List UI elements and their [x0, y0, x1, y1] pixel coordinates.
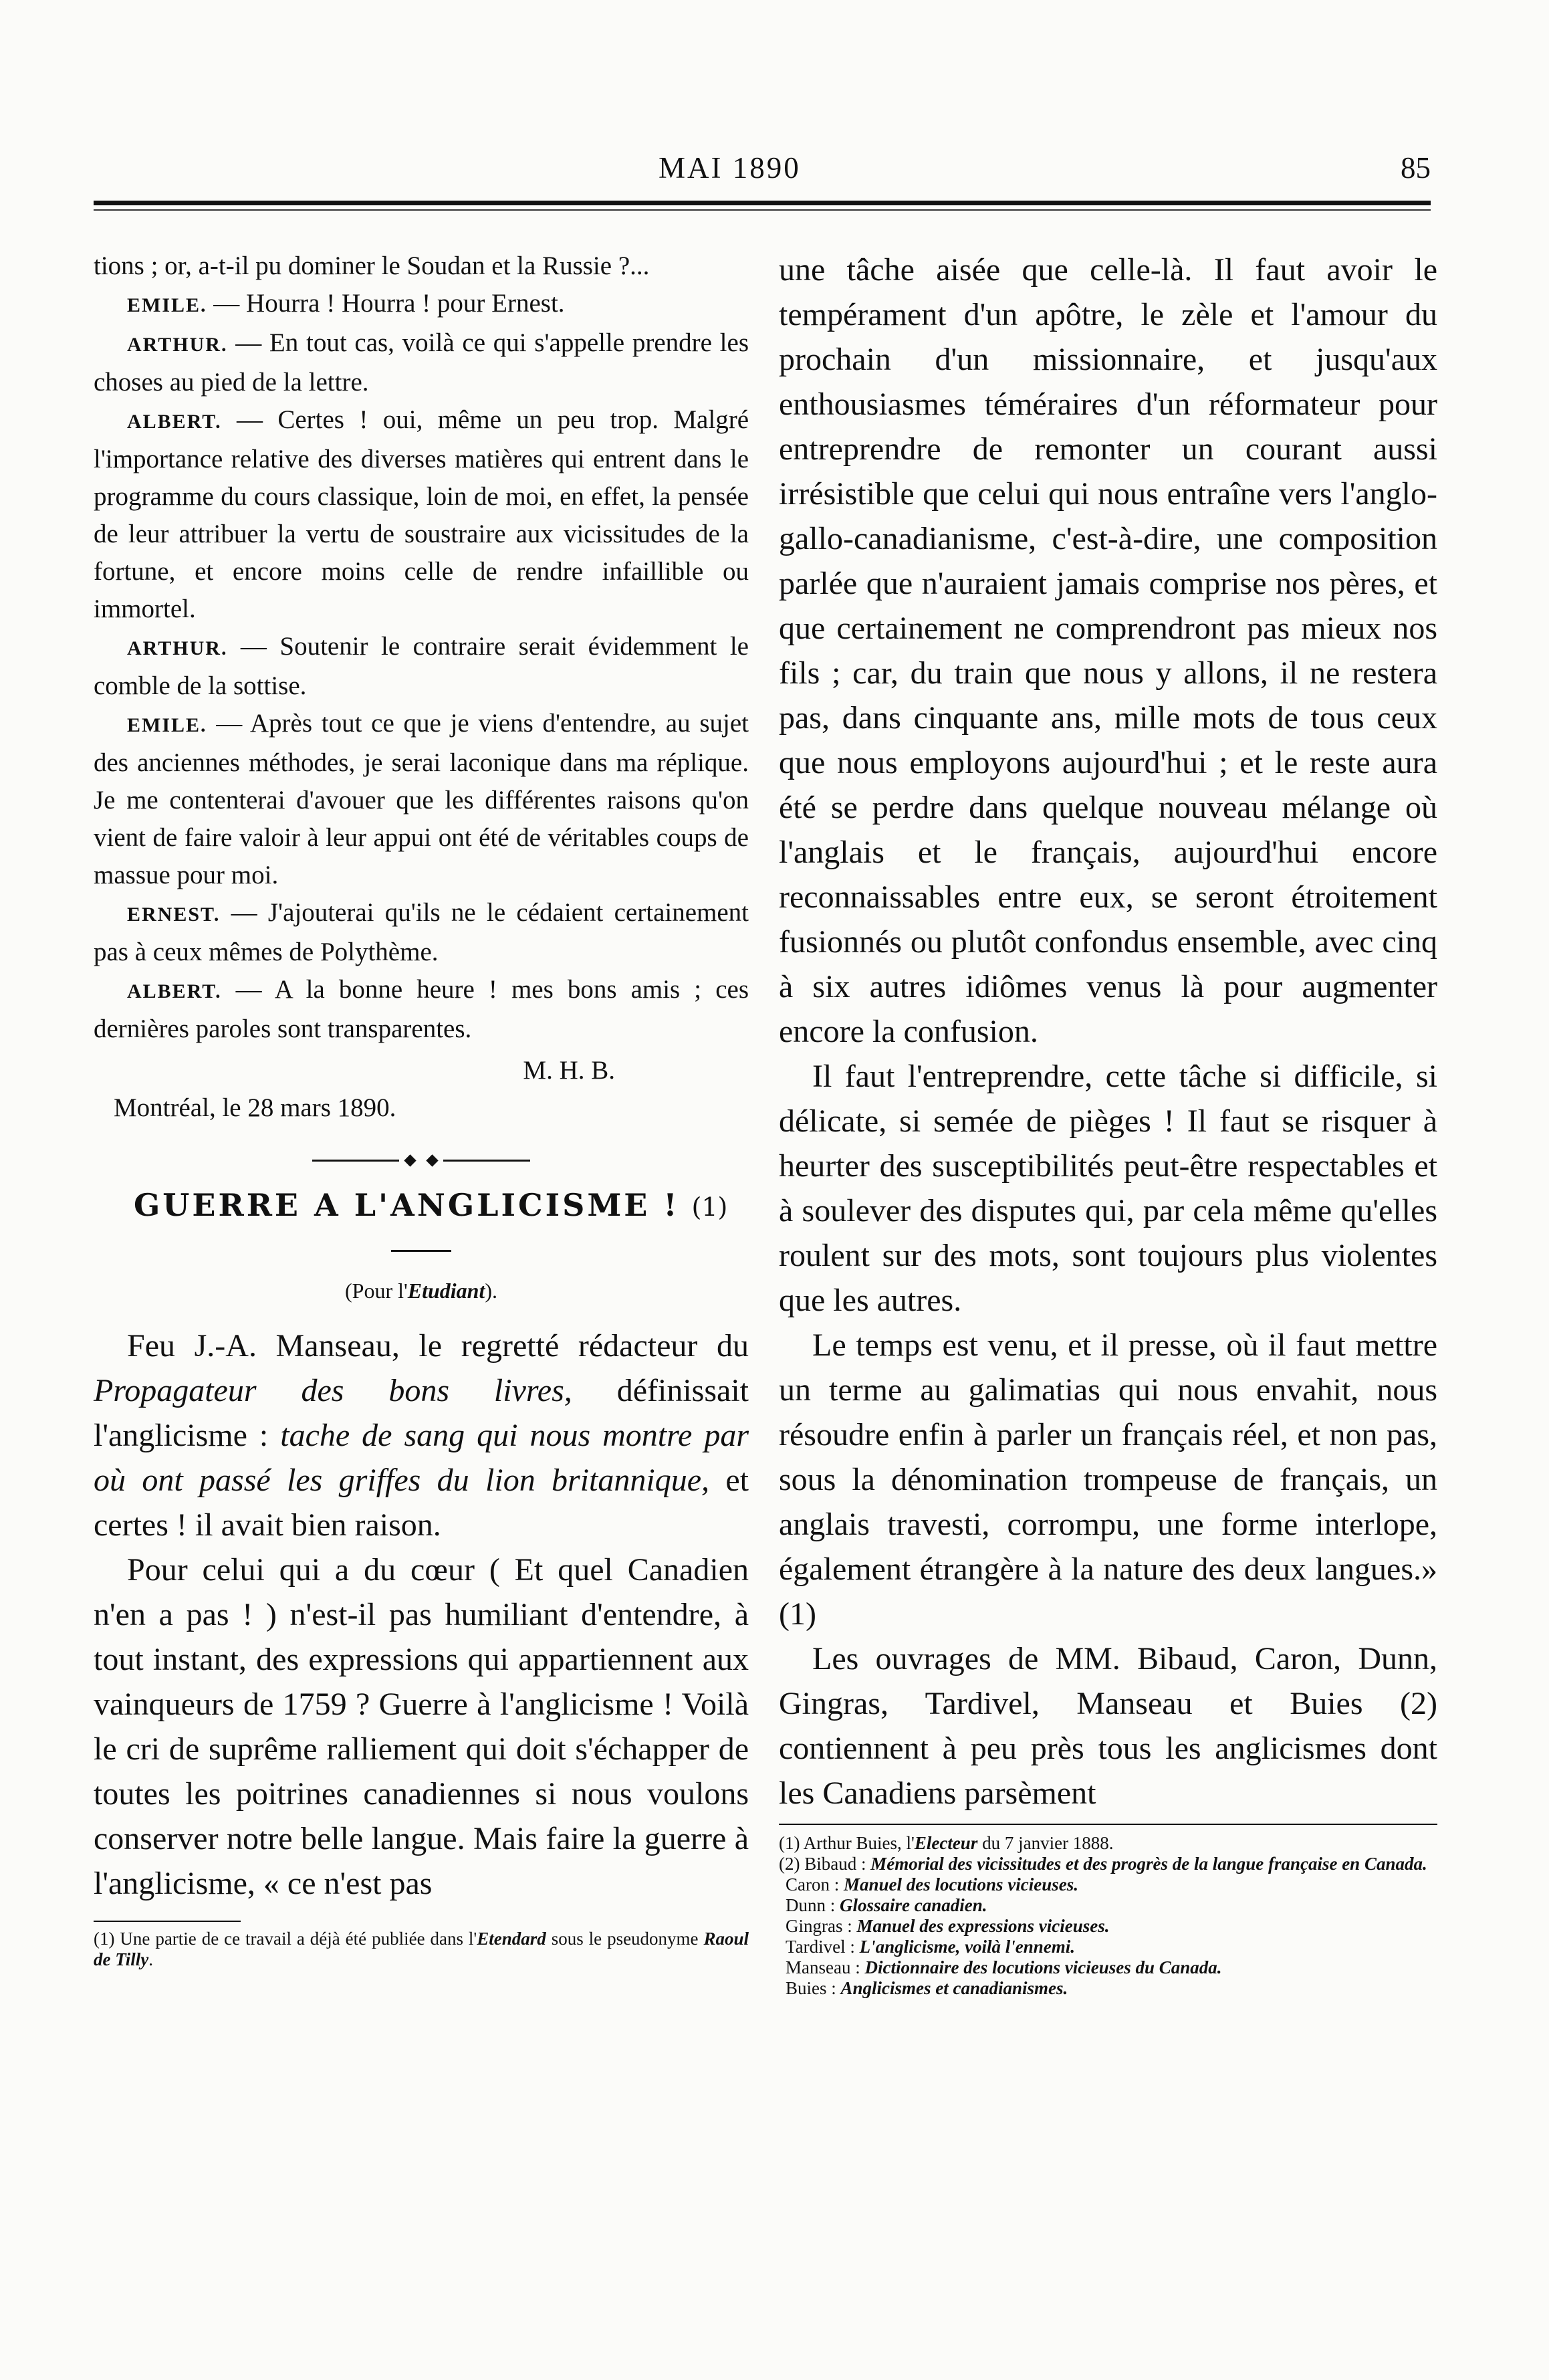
- dialogue-line: [94, 894, 749, 971]
- footnote-line: [779, 1916, 1437, 1937]
- paragraph: Le temps est venu, et il presse, où il faut mettre un terme au galimatias qui nous envahit, nous résoudre enfin à parler un français réel, et non pas, sous la dénomination trompeuse de français, un anglais travesti, corrompu, une forme interlope, également étrangère à la nature des deux langues.» (1): [779, 1327, 1437, 1632]
- section-ornament: [94, 1154, 749, 1167]
- text: Dunn :: [786, 1895, 840, 1915]
- footnote: [779, 1854, 1437, 1874]
- ornament-diamond: [404, 1154, 416, 1166]
- footnote-line: [779, 1874, 1437, 1895]
- italic-text: Dictionnaire des locutions vicieuses du Canada.: [864, 1957, 1222, 1977]
- byline-journal: Etudiant: [407, 1279, 485, 1303]
- dialogue-line: [94, 971, 749, 1048]
- dialogue-line: [94, 628, 749, 705]
- dateline: Montréal, le 28 mars 1890.: [114, 1093, 396, 1122]
- ornament-line: [443, 1160, 530, 1162]
- paragraph: [94, 1323, 749, 1547]
- signature: M. H. B.: [523, 1056, 615, 1085]
- text: .: [148, 1949, 153, 1969]
- speaker: ALBERT.: [127, 980, 222, 1002]
- dialogue-line: [94, 401, 749, 628]
- byline-text: (Pour l': [344, 1279, 408, 1303]
- dialogue-text: — J'ajouterai qu'ils ne le cédaient certainement pas à ceux mêmes de Polythème.: [94, 898, 749, 966]
- text: Manseau :: [786, 1957, 865, 1977]
- running-header: [0, 150, 1549, 191]
- right-column: [779, 247, 1437, 1999]
- text: sous le pseudonyme: [546, 1929, 704, 1949]
- paragraph: Il faut l'entreprendre, cette tâche si difficile, si délicate, si semée de pièges ! Il faut se risquer à heurter des susceptibilités peut-être respectables et à soulever des disputes qui, par cela même qu'elles roulent sur des mots, sont toujours plus violentes que les autres.: [779, 1059, 1437, 1318]
- left-column: [94, 247, 749, 1970]
- heading-text: GUERRE A L'ANGLICISME !: [134, 1187, 680, 1223]
- short-rule: [391, 1250, 451, 1252]
- dialogue-text: — A la bonne heure ! mes bons amis ; ces dernières paroles sont transparentes.: [94, 975, 749, 1043]
- speaker: ERNEST.: [127, 903, 221, 926]
- article-heading: [134, 1187, 749, 1223]
- paragraph: une tâche aisée que celle-là. Il faut avoir le tempérament d'un apôtre, le zèle et l'amour du prochain d'un missionnaire, et jusqu'aux enthousiasmes téméraires d'un réformateur pour entreprendre de remonter un courant aussi irrésistible que celui qui nous entraîne vers l'anglo-gallo-canadianisme, c'est-à-dire, une composition parlée que n'auraient jamais comprise nos pères, et que certainement ne comprendront pas mieux nos fils ; car, du train que nous y allons, il ne restera pas, dans cinquante ans, mille mots de tous ceux que nous employons aujourd'hui ; et le reste aura été se perdre dans quelque nouveau mélange où l'anglais et le français, aujourd'hui encore reconnaissables entre eux, se seront étroitement fusionnés ou plutôt confondus ensemble, avec cinq à six autres idiômes venus là pour augmenter encore la confusion.: [779, 252, 1437, 1049]
- paragraph: Pour celui qui a du cœur ( Et quel Canadien n'en a pas ! ) n'est-il pas humiliant d'entendre, à tout instant, des expressions qui appartiennent aux vainqueurs de 1759 ? Guerre à l'anglicisme ! Voilà le cri de suprême ralliement qui doit s'échapper de toutes les poitrines canadiennes si nous voulons conserver notre belle langue. Mais faire la guerre à l'anglicisme, « ce n'est pas: [94, 1552, 749, 1901]
- footnote-line: [779, 1978, 1437, 1999]
- italic-text: Electeur: [914, 1833, 978, 1853]
- footnote-line: [779, 1957, 1437, 1978]
- italic-text: L'anglicisme, voilà l'ennemi.: [859, 1937, 1076, 1957]
- paragraph: Les ouvrages de MM. Bibaud, Caron, Dunn, Gingras, Tardivel, Manseau et Buies (2) contiennent à peu près tous les anglicismes dont les Canadiens parsèment: [779, 1641, 1437, 1811]
- paragraph: tions ; or, a-t-il pu dominer le Soudan et la Russie ?...: [94, 251, 650, 280]
- dialogue-text: — Hourra ! Hourra ! pour Ernest.: [207, 289, 565, 318]
- text: Tardivel :: [786, 1937, 860, 1957]
- italic-text: Raoul de Tilly: [94, 1929, 749, 1969]
- text: Caron :: [786, 1874, 844, 1895]
- text: (1) Arthur Buies, l': [779, 1833, 915, 1853]
- speaker: EMILE.: [127, 294, 207, 316]
- header-rule: [94, 201, 1431, 205]
- speaker: ALBERT.: [127, 411, 222, 433]
- heading-footnote-ref: (1): [691, 1192, 728, 1222]
- italic-text: Anglicismes et canadianismes.: [840, 1978, 1068, 1998]
- italic-text: Manuel des expressions vicieuses.: [856, 1916, 1110, 1936]
- text: (1) Une partie de ce travail a déjà été publiée dans l': [94, 1929, 477, 1949]
- italic-quote: tache de sang qui nous montre par où ont passé les griffes du lion britannique,: [94, 1418, 749, 1498]
- byline-text: ).: [485, 1279, 498, 1303]
- dialogue-text: — Après tout ce que je viens d'entendre, au sujet des anciennes méthodes, je serai laconique dans ma réplique. Je me contenterai d'avouer que les différentes raisons qu'on vient de faire valoir à leur appui ont été de véritables coups de massue pour moi.: [94, 709, 749, 889]
- text: Gingras :: [786, 1916, 857, 1936]
- speaker: ARTHUR.: [127, 637, 228, 659]
- italic-text: Manuel des locutions vicieuses.: [844, 1874, 1079, 1895]
- italic-text: Etendard: [477, 1929, 546, 1949]
- ornament-line: [312, 1160, 399, 1162]
- footnote-line: [779, 1895, 1437, 1916]
- text: Feu J.-A. Manseau, le regretté rédacteur du: [127, 1328, 749, 1364]
- italic-text: Glossaire canadien.: [840, 1895, 987, 1915]
- ornament-diamond: [426, 1154, 438, 1166]
- text: (2) Bibaud :: [779, 1854, 871, 1874]
- byline: [94, 1279, 749, 1303]
- speaker: EMILE.: [127, 714, 207, 736]
- text: Buies :: [786, 1978, 841, 1998]
- header-title: MAI 1890: [659, 151, 801, 185]
- footnote: [94, 1929, 749, 1970]
- footnote-rule: [779, 1824, 1437, 1825]
- text: et certes ! il avait bien raison.: [94, 1463, 749, 1543]
- dialogue-text: — En tout cas, voilà ce qui s'appelle prendre les choses au pied de la lettre.: [94, 328, 749, 397]
- footnote-line: [779, 1937, 1437, 1957]
- italic-text: Mémorial des vicissitudes et des progrès de la langue française en Canada.: [870, 1854, 1427, 1874]
- italic-title: Propagateur des bons livres,: [94, 1373, 572, 1408]
- header-rule-thin: [94, 209, 1431, 211]
- dialogue-line: [94, 324, 749, 401]
- footnote: [779, 1833, 1437, 1854]
- page-number: 85: [1401, 151, 1431, 185]
- dialogue-line: [94, 705, 749, 894]
- speaker: ARTHUR.: [127, 334, 228, 356]
- dialogue-text: — Soutenir le contraire serait évidemment le comble de la sottise.: [94, 632, 749, 700]
- footnote-rule: [94, 1921, 241, 1922]
- text: définissait l'anglicisme :: [94, 1373, 749, 1453]
- text: du 7 janvier 1888.: [977, 1833, 1114, 1853]
- dialogue-line: [94, 285, 749, 324]
- dialogue-text: — Certes ! oui, même un peu trop. Malgré l'importance relative des diverses matières qui entrent dans le programme du cours classique, loin de moi, en effet, la pensée de leur attribuer la vertu de soustraire aux vicissitudes de la fortune, et encore moins celle de rendre infaillible ou immortel.: [94, 405, 749, 623]
